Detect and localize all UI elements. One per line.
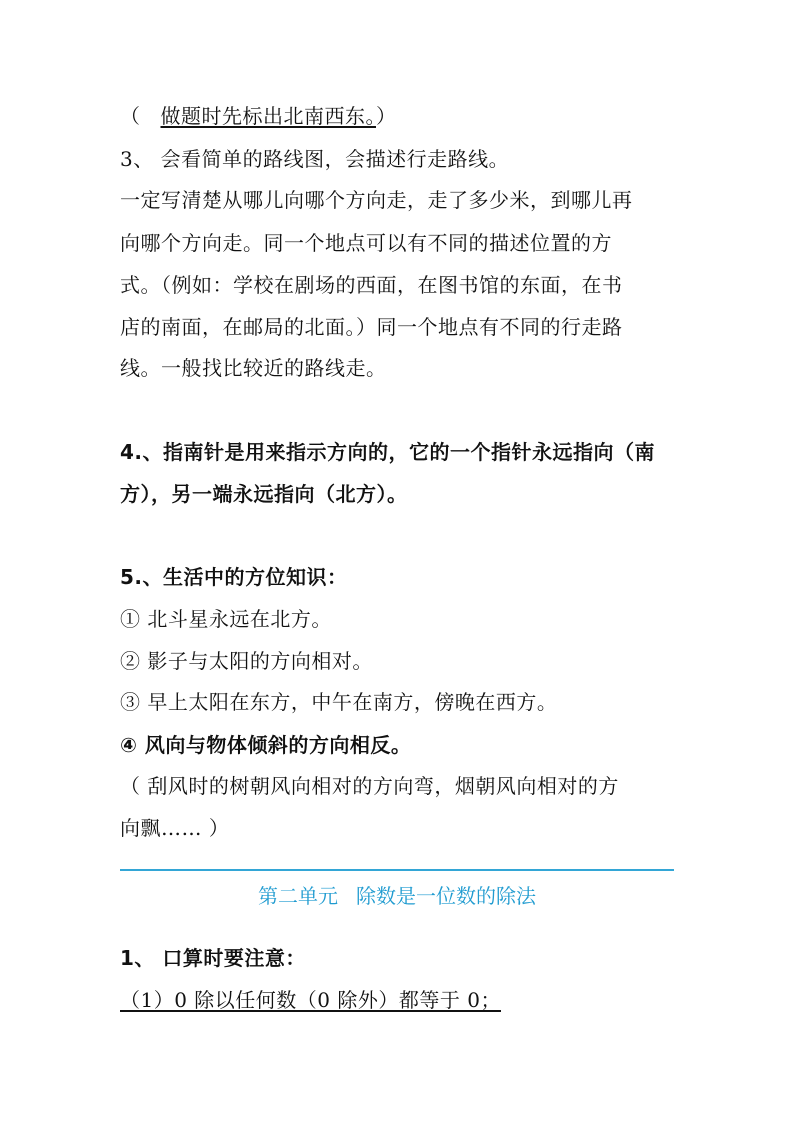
open-paren: （ [120,104,141,128]
paragraph-line-4: 店的南面，在邮局的北面。）同一个地点有不同的行走路 [120,315,623,339]
item-5-heading: 5.、生活中的方位知识： [120,565,348,589]
fact-2: ② 影子与太阳的方向相对。 [120,649,373,673]
underlined-tip: 做题时先标出北南西东。 [160,104,376,128]
paragraph-line-3: 式。（例如：学校在剧场的西面，在图书馆的东面，在书 [120,273,623,297]
item-4-line-2: 方），另一端永远指向（北方）。 [120,482,408,506]
fact-4: ④ 风向与物体倾斜的方向相反。 [120,733,412,757]
section-1-heading: 1、 口算时要注意： [120,946,306,970]
unit-title [120,882,674,910]
fact-4-note-line-1: （ 刮风时的树朝风向相对的方向弯，烟朝风向相对的方 [120,774,619,798]
rule-1: （1）0 除以任何数（0 除外）都等于 0； [120,988,501,1012]
section-divider [120,869,674,871]
item-3-heading: 3、 会看简单的路线图，会描述行走路线。 [120,147,510,171]
paragraph-line-5: 线。一般找比较近的路线走。 [120,356,387,380]
paragraph-line-1: 一定写清楚从哪儿向哪个方向走，走了多少米，到哪儿再 [120,188,633,212]
fact-3: ③ 早上太阳在东方，中午在南方，傍晚在西方。 [120,690,558,714]
unit-number: 第二单元 [258,884,338,908]
unit-name: 除数是一位数的除法 [356,884,536,908]
item-4-line-1: 4.、指南针是用来指示方向的，它的一个指针永远指向（南 [120,440,656,464]
close-paren: ） [376,104,397,128]
note-line-mark-directions [120,102,680,130]
fact-1: ① 北斗星永远在北方。 [120,607,332,631]
fact-4-note-line-2: 向飘…… ） [120,816,230,840]
paragraph-line-2: 向哪个方向走。同一个地点可以有不同的描述位置的方 [120,231,612,255]
